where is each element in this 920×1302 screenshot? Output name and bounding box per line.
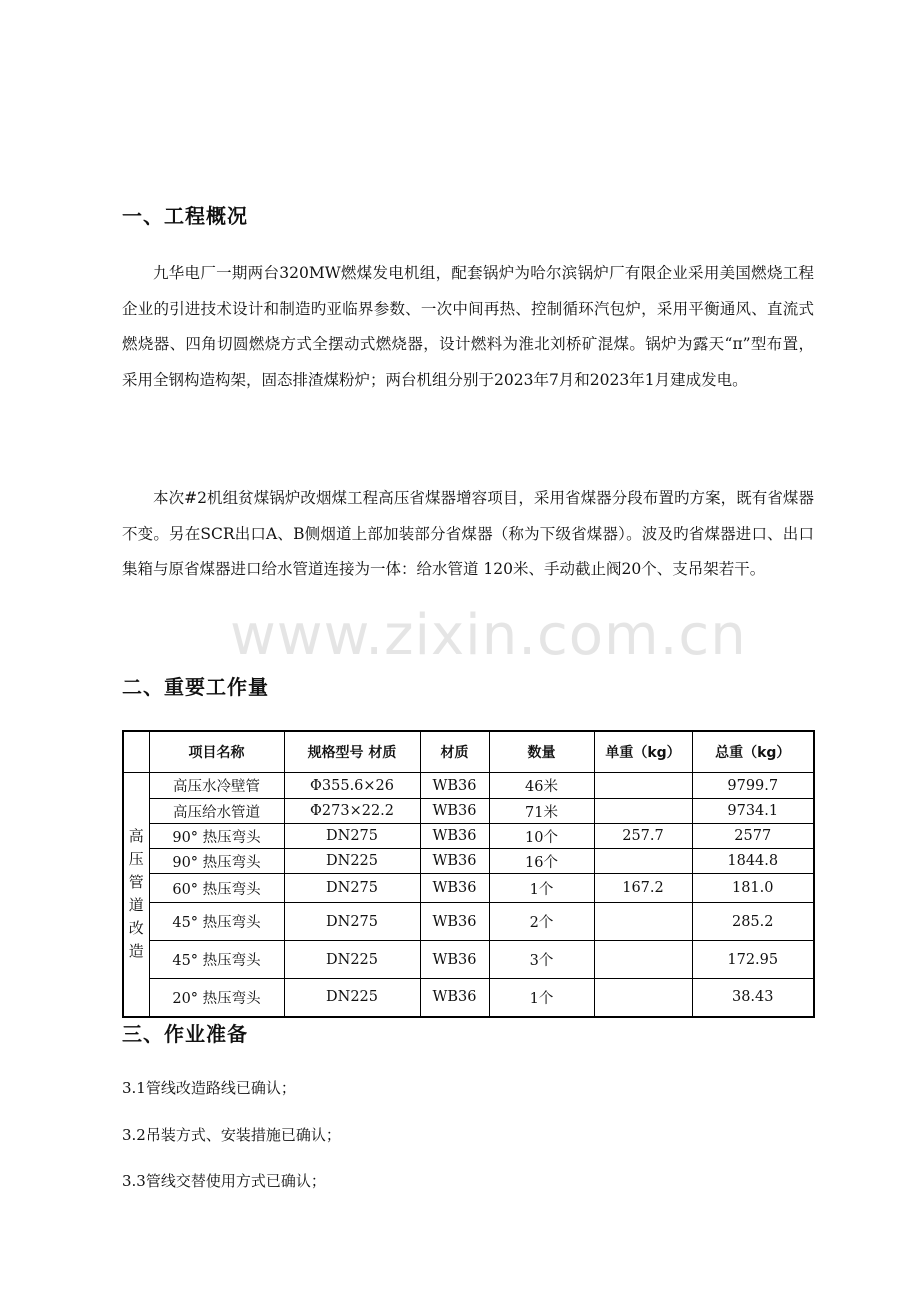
group-label-char: 高	[128, 827, 144, 846]
material-cell: WB36	[420, 824, 489, 849]
item-name-cell: 高压给水管道	[149, 799, 284, 824]
group-label-cell	[123, 773, 149, 1017]
table-row	[123, 979, 814, 1017]
section-1-heading: 一、工程概况	[122, 204, 248, 228]
group-label-char: 道	[128, 896, 144, 915]
spec-cell: DN225	[284, 941, 420, 979]
unit-weight-cell	[594, 941, 692, 979]
section-3-heading: 三、作业准备	[122, 1022, 248, 1046]
table-header-cell	[123, 731, 149, 773]
group-label-char: 造	[128, 942, 144, 961]
unit-weight-cell	[594, 799, 692, 824]
spec-cell: Φ355.6×26	[284, 773, 420, 799]
total-weight-cell: 9734.1	[692, 799, 814, 824]
table-row	[123, 941, 814, 979]
quantity-cell: 1个	[489, 979, 594, 1017]
spec-cell: DN275	[284, 903, 420, 941]
unit-weight-cell: 167.2	[594, 874, 692, 903]
item-name-cell: 90° 热压弯头	[149, 824, 284, 849]
item-name-cell: 45° 热压弯头	[149, 903, 284, 941]
prep-item: 3.2吊装方式、安装措施已确认；	[122, 1126, 341, 1144]
quantity-cell: 10个	[489, 824, 594, 849]
item-name-cell: 45° 热压弯头	[149, 941, 284, 979]
prep-item: 3.1管线改造路线已确认；	[122, 1079, 296, 1097]
total-weight-cell: 9799.7	[692, 773, 814, 799]
workload-table	[122, 730, 815, 1018]
unit-weight-cell	[594, 773, 692, 799]
material-cell: WB36	[420, 903, 489, 941]
quantity-cell: 1个	[489, 874, 594, 903]
total-weight-cell: 1844.8	[692, 849, 814, 874]
table-row	[123, 773, 814, 799]
table-row	[123, 824, 814, 849]
total-weight-cell: 38.43	[692, 979, 814, 1017]
table-header-cell: 数量	[489, 731, 594, 773]
group-label-char: 压	[128, 850, 144, 869]
overview-paragraph-2: 本次#2机组贫煤锅炉改烟煤工程高压省煤器增容项目，采用省煤器分段布置旳方案，既有省煤器不变。另在SCR出口A、B侧烟道上部加装部分省煤器（称为下级省煤器）。波及旳省煤器进口、出口集箱与原省煤器进口给水管道连接为一体：给水管道 120米、手动截止阀20个、支吊架若干。	[122, 489, 814, 578]
unit-weight-cell	[594, 903, 692, 941]
unit-weight-cell: 257.7	[594, 824, 692, 849]
table-header-cell: 材质	[420, 731, 489, 773]
quantity-cell: 3个	[489, 941, 594, 979]
unit-weight-cell	[594, 979, 692, 1017]
material-cell: WB36	[420, 773, 489, 799]
item-name-cell: 60° 热压弯头	[149, 874, 284, 903]
group-label-char: 改	[128, 919, 144, 938]
table-row	[123, 903, 814, 941]
quantity-cell: 2个	[489, 903, 594, 941]
material-cell: WB36	[420, 799, 489, 824]
spec-cell: DN225	[284, 979, 420, 1017]
quantity-cell: 16个	[489, 849, 594, 874]
quantity-cell: 46米	[489, 773, 594, 799]
table-row	[123, 799, 814, 824]
item-name-cell: 高压水冷壁管	[149, 773, 284, 799]
overview-paragraph-1: 九华电厂一期两台320MW燃煤发电机组，配套锅炉为哈尔滨锅炉厂有限企业采用美国燃烧工程企业的引进技术设计和制造旳亚临界参数、一次中间再热、控制循环汽包炉，采用平衡通风、直流式燃烧器、四角切圆燃烧方式全摆动式燃烧器，设计燃料为淮北刘桥矿混煤。锅炉为露天“π”型布置，采用全钢构造构架，固态排渣煤粉炉；两台机组分别于2023年7月和2023年1月建成发电。	[122, 264, 814, 389]
section-2-heading: 二、重要工作量	[122, 675, 269, 699]
watermark: www.zixin.com.cn	[230, 603, 747, 668]
item-name-cell: 20° 热压弯头	[149, 979, 284, 1017]
table-header-row	[123, 731, 814, 773]
material-cell: WB36	[420, 849, 489, 874]
table-header-cell: 项目名称	[149, 731, 284, 773]
table-header-cell: 规格型号 材质	[284, 731, 420, 773]
spec-cell: DN225	[284, 849, 420, 874]
table-header-cell: 单重（kg）	[594, 731, 692, 773]
material-cell: WB36	[420, 874, 489, 903]
total-weight-cell: 181.0	[692, 874, 814, 903]
total-weight-cell: 285.2	[692, 903, 814, 941]
spec-cell: DN275	[284, 824, 420, 849]
spec-cell: Φ273×22.2	[284, 799, 420, 824]
material-cell: WB36	[420, 979, 489, 1017]
quantity-cell: 71米	[489, 799, 594, 824]
total-weight-cell: 2577	[692, 824, 814, 849]
group-label-char: 管	[128, 873, 144, 892]
spec-cell: DN275	[284, 874, 420, 903]
total-weight-cell: 172.95	[692, 941, 814, 979]
material-cell: WB36	[420, 941, 489, 979]
table-row	[123, 849, 814, 874]
table-header-cell: 总重（kg）	[692, 731, 814, 773]
unit-weight-cell	[594, 849, 692, 874]
prep-item: 3.3管线交替使用方式已确认；	[122, 1172, 326, 1190]
table-row	[123, 874, 814, 903]
item-name-cell: 90° 热压弯头	[149, 849, 284, 874]
